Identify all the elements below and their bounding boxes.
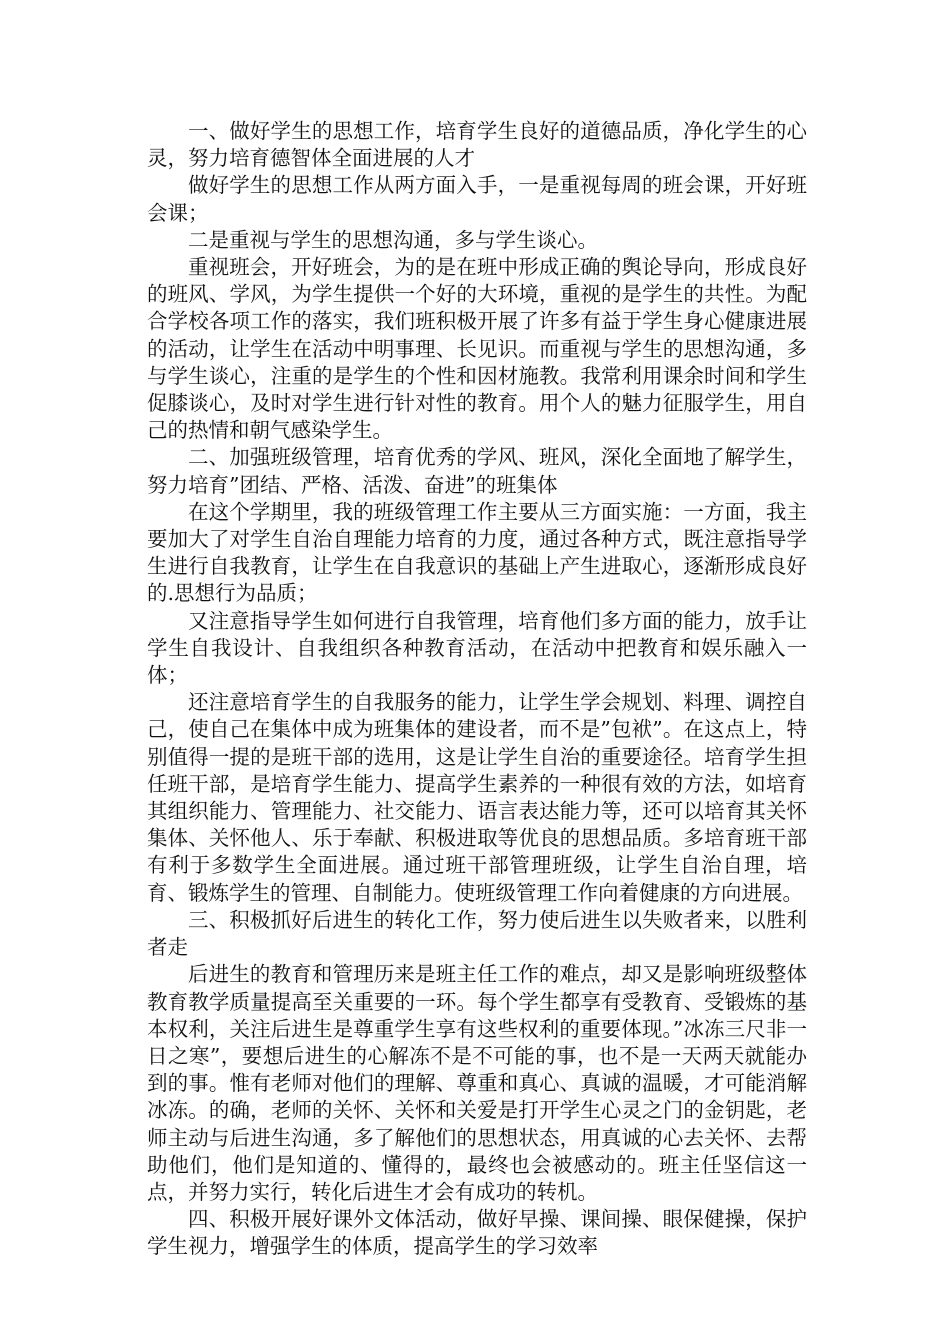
section-heading-3: 三、积极抓好后进生的转化工作，努力使后进生以失败者来，以胜利者走 (147, 907, 807, 960)
section-heading-1: 一、做好学生的思想工作，培育学生良好的道德品质，净化学生的心灵，努力培育德智体全面进展的人才 (147, 119, 807, 171)
section-heading-2: 二、加强班级管理，培育优秀的学风、班风，深化全面地了解学生，努力培育”团结、严格、活泼、奋进”的班集体 (147, 445, 807, 497)
paragraph: 又注意指导学生如何进行自我管理，培育他们多方面的能力，放手让学生自我设计、自我组织各种教育活动，在活动中把教育和娱乐融入一体； (147, 608, 807, 688)
section-heading-4: 四、积极开展好课外文体活动，做好早操、课间操、眼保健操，保护学生视力，增强学生的体质，提高学生的学习效率 (147, 1207, 807, 1259)
paragraph: 二是重视与学生的思想沟通，多与学生谈心。 (188, 227, 598, 252)
paragraph: 后进生的教育和管理历来是班主任工作的难点，却又是影响班级整体教育教学质量提高至关重要的一环。每个学生都享有受教育、受锻炼的基本权利，关注后进生是尊重学生享有这些权利的重要体现。”冰冻三尺非一日之寒”，要想后进生的心解冻不是不可能的事，也不是一天两天就能办到的事。惟有老师对他们的理解、尊重和真心、真诚的温暖，才可能消解冰冻。的确，老师的关怀、关怀和关爱是打开学生心灵之门的金钥匙，老师主动与后进生沟通，多了解他们的思想状态，用真诚的心去关怀、去帮助他们，他们是知道的、懂得的，最终也会被感动的。班主任坚信这一点，并努力实行，转化后进生才会有成功的转机。 (147, 962, 807, 1204)
document-body (147, 118, 807, 1261)
paragraph: 在这个学期里，我的班级管理工作主要从三方面实施：一方面，我主要加大了对学生自治自理能力培育的力度，通过各种方式，既注意指导学生进行自我教育，让学生在自我意识的基础上产生进取心，逐渐形成良好的.思想行为品质； (147, 499, 807, 606)
paragraph: 做好学生的思想工作从两方面入手，一是重视每周的班会课，开好班会课； (147, 173, 807, 225)
paragraph: 重视班会，开好班会，为的是在班中形成正确的舆论导向，形成良好的班风、学风，为学生提供一个好的大环境，重视的是学生的共性。为配合学校各项工作的落实，我们班积极开展了许多有益于学生身心健康进展的活动，让学生在活动中明事理、长见识。而重视与学生的思想沟通，多与学生谈心，注重的是学生的个性和因材施教。我常利用课余时间和学生促膝谈心，及时对学生进行针对性的教育。用个人的魅力征服学生，用自己的热情和朝气感染学生。 (147, 255, 807, 443)
paragraph: 还注意培育学生的自我服务的能力，让学生学会规划、料理、调控自己，使自己在集体中成为班集体的建设者，而不是”包袱”。在这点上，特别值得一提的是班干部的选用，这是让学生自治的重要途径。培育学生担任班干部，是培育学生能力、提高学生素养的一种很有效的方法，如培育其组织能力、管理能力、社交能力、语言表达能力等，还可以培育其关怀集体、关怀他人、乐于奉献、积极进取等优良的思想品质。多培育班干部有利于多数学生全面进展。通过班干部管理班级，让学生自治自理，培育、锻炼学生的管理、自制能力。使班级管理工作向着健康的方向进展。 (147, 690, 807, 905)
